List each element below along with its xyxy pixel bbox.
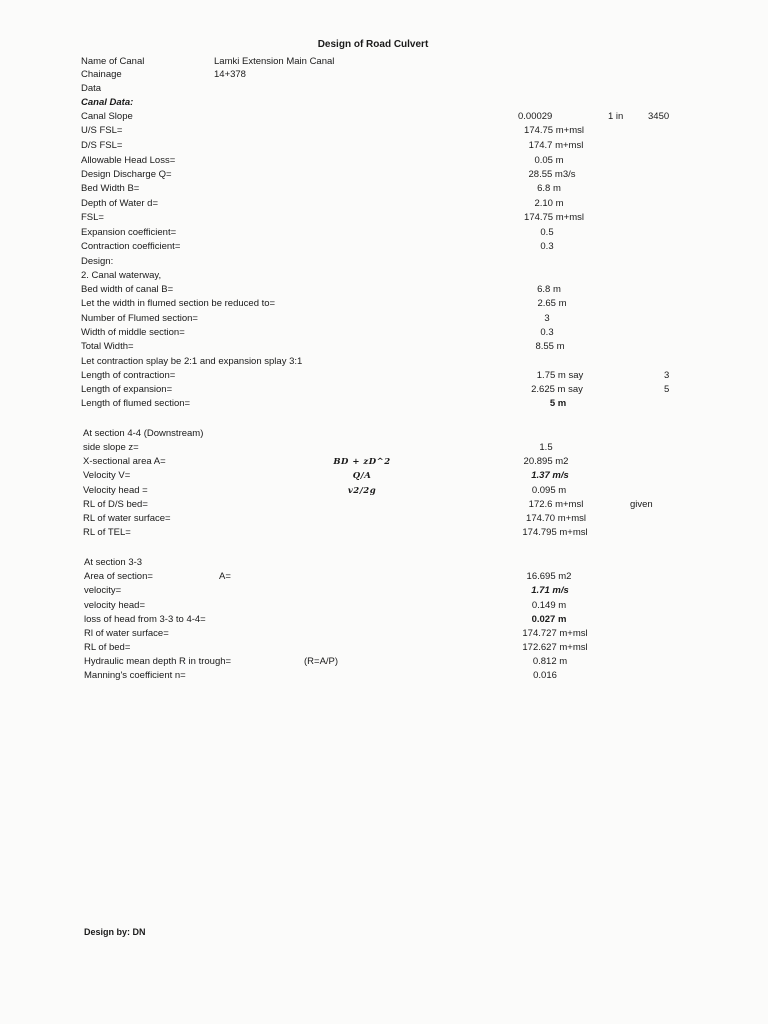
length-say-value: 5 bbox=[664, 384, 670, 395]
canal-data-label: Design Discharge Q= bbox=[81, 169, 172, 180]
slope-ratio-prefix: 1 in bbox=[608, 111, 624, 122]
velocity-formula: Q/A bbox=[352, 471, 372, 481]
section-33-value: 0.027 m bbox=[531, 614, 567, 625]
design-label: Number of Flumed section= bbox=[81, 313, 198, 324]
length-label: Length of expansion= bbox=[81, 384, 173, 395]
length-value: 2.625 m say bbox=[531, 384, 583, 395]
slope-ratio-value: 3450 bbox=[648, 111, 670, 122]
canal-data-label: Allowable Head Loss= bbox=[81, 155, 176, 166]
section-33-label: Manning's coefficient n= bbox=[84, 670, 186, 681]
section-33-label: RL of bed= bbox=[84, 642, 131, 653]
splay-note: Let contraction splay be 2:1 and expansion splay 3:1 bbox=[81, 356, 303, 367]
section-44-value: 20.895 m2 bbox=[523, 456, 569, 467]
section-44-value: 174.795 m+msl bbox=[522, 527, 588, 538]
design-label: Width of middle section= bbox=[81, 327, 185, 338]
section-33-label: loss of head from 3-3 to 4-4= bbox=[84, 614, 206, 625]
canal-name-label: Name of Canal bbox=[81, 56, 145, 67]
section-33-value: 0.016 bbox=[533, 670, 557, 681]
design-heading: Design: bbox=[81, 256, 114, 267]
section-44-heading: At section 4-4 (Downstream) bbox=[83, 428, 204, 439]
section-44-label: RL of TEL= bbox=[83, 527, 131, 538]
length-say-value: 3 bbox=[664, 370, 670, 381]
canal-data-label: Depth of Water d= bbox=[81, 198, 159, 209]
section-44-value: 1.37 m/s bbox=[531, 470, 569, 481]
design-value: 8.55 m bbox=[535, 341, 565, 352]
hydraulic-depth-formula: (R=A/P) bbox=[304, 656, 339, 667]
section-44-label: side slope z= bbox=[83, 442, 139, 453]
canal-name-value: Lamki Extension Main Canal bbox=[214, 56, 335, 67]
length-label: Length of contraction= bbox=[81, 370, 176, 381]
section-33-label: Area of section= bbox=[84, 571, 153, 582]
section-33-value: 1.71 m/s bbox=[531, 585, 569, 596]
section-33-heading: At section 3-3 bbox=[84, 557, 143, 568]
canal-data-label: Canal Slope bbox=[81, 111, 133, 122]
designer-credit: Design by: DN bbox=[84, 927, 146, 937]
length-value: 5 m bbox=[549, 398, 567, 409]
section-44-value: 172.6 m+msl bbox=[528, 499, 584, 510]
section-33-value: 0.149 m bbox=[531, 600, 567, 611]
canal-data-value: 174.75 m+msl bbox=[524, 212, 584, 223]
chainage-value: 14+378 bbox=[214, 69, 246, 80]
canal-data-value: 0.5 bbox=[540, 227, 554, 238]
section-44-label: RL of water surface= bbox=[83, 513, 171, 524]
velocity-head-formula: v2/2g bbox=[347, 486, 377, 496]
design-value: 0.3 bbox=[540, 327, 554, 338]
design-label: Let the width in flumed section be reduced to= bbox=[81, 298, 276, 309]
data-label: Data bbox=[81, 83, 102, 94]
section-33-value: 174.727 m+msl bbox=[522, 628, 588, 639]
section-44-label: RL of D/S bed= bbox=[83, 499, 148, 510]
section-33-label: velocity head= bbox=[84, 600, 145, 611]
canal-data-value: 0.00029 bbox=[518, 111, 553, 122]
section-33-value: 0.812 m bbox=[532, 656, 568, 667]
area-symbol: A= bbox=[219, 571, 231, 582]
canal-data-label: Expansion coefficient= bbox=[81, 227, 177, 238]
area-formula: BD + zD^2 bbox=[333, 457, 391, 467]
section-44-value: 1.5 bbox=[539, 442, 553, 453]
canal-data-value: 174.7 m+msl bbox=[528, 140, 584, 151]
canal-data-label: D/S FSL= bbox=[81, 140, 123, 151]
design-value: 2.65 m bbox=[537, 298, 567, 309]
design-label: Total Width= bbox=[81, 341, 134, 352]
section-33-value: 16.695 m2 bbox=[526, 571, 572, 582]
canal-data-label: FSL= bbox=[81, 212, 104, 223]
section-33-label: Rl of water surface= bbox=[84, 628, 169, 639]
section-44-label: X-sectional area A= bbox=[83, 456, 166, 467]
length-value: 1.75 m say bbox=[536, 370, 584, 381]
canal-data-label: Bed Width B= bbox=[81, 183, 140, 194]
section-44-value: 174.70 m+msl bbox=[526, 513, 586, 524]
canal-data-label: U/S FSL= bbox=[81, 125, 123, 136]
design-value: 3 bbox=[544, 313, 550, 324]
canal-data-value: 6.8 m bbox=[537, 183, 561, 194]
canal-data-value: 0.05 m bbox=[534, 155, 564, 166]
section-44-value: 0.095 m bbox=[531, 485, 567, 496]
length-label: Length of flumed section= bbox=[81, 398, 191, 409]
section-33-label: velocity= bbox=[84, 585, 122, 596]
canal-data-heading: Canal Data: bbox=[81, 97, 134, 108]
design-subheading: 2. Canal waterway, bbox=[81, 270, 162, 281]
section-33-value: 172.627 m+msl bbox=[522, 642, 588, 653]
canal-data-label: Contraction coefficient= bbox=[81, 241, 181, 252]
page-title: Design of Road Culvert bbox=[317, 39, 429, 50]
chainage-label: Chainage bbox=[81, 69, 122, 80]
given-note: given bbox=[630, 499, 653, 510]
canal-data-value: 0.3 bbox=[540, 241, 554, 252]
section-44-label: Velocity head = bbox=[83, 485, 148, 496]
design-value: 6.8 m bbox=[537, 284, 561, 295]
design-label: Bed width of canal B= bbox=[81, 284, 174, 295]
section-33-label: Hydraulic mean depth R in trough= bbox=[84, 656, 232, 667]
canal-data-value: 174.75 m+msl bbox=[524, 125, 584, 136]
canal-data-value: 2.10 m bbox=[534, 198, 564, 209]
section-44-label: Velocity V= bbox=[83, 470, 131, 481]
canal-data-value: 28.55 m3/s bbox=[528, 169, 576, 180]
